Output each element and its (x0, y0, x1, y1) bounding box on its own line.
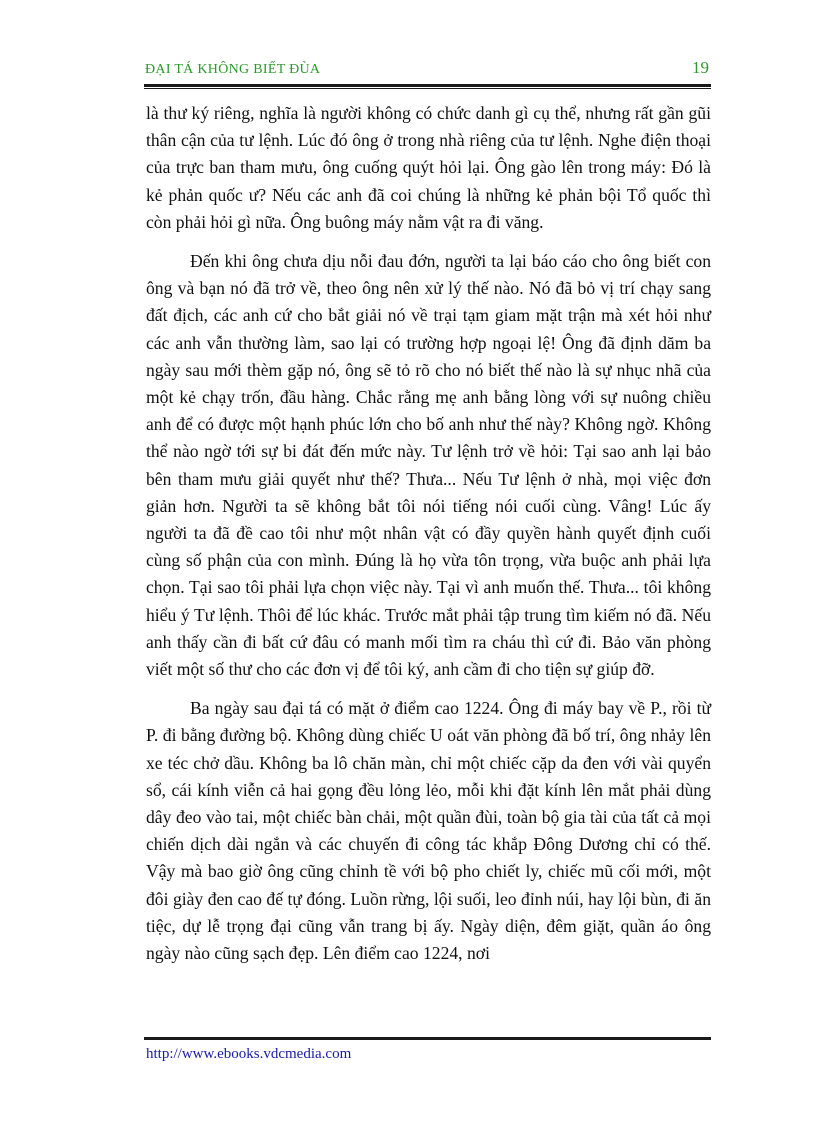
book-title: ĐẠI TÁ KHÔNG BIẾT ĐÙA (145, 62, 321, 77)
page-body (146, 100, 711, 967)
header-divider-thin (144, 88, 711, 89)
header-divider (144, 84, 711, 87)
footer-url-link[interactable]: http://www.ebooks.vdcmedia.com (146, 1046, 352, 1062)
paragraph: Đến khi ông chưa dịu nỗi đau đớn, người ta lại báo cáo cho ông biết con ông và bạn nó đã trở về, theo ông nên xử lý thế nào. Nó đã bỏ vị trí chạy sang đất địch, các anh cứ cho bắt giải nó về trại tạm giam mặt trận mà xét hỏi như các anh vẫn thường làm, sao lại có trường hợp ngoại lệ! Ông đã định dăm ba ngày sau mới thèm gặp nó, ông sẽ tỏ rõ cho nó biết thế nào là sự nhục nhã của một kẻ chạy trốn, đầu hàng. Chắc rằng mẹ anh bằng lòng với sự nuông chiều anh để có được một hạnh phúc lớn cho bố anh như thế này? Không ngờ. Không thể nào ngờ tới sự bi đát đến mức này. Tư lệnh trở về hỏi: Tại sao anh lại bảo bên tham mưu giải quyết như thế? Thưa... Nếu Tư lệnh ở nhà, mọi việc đơn giản hơn. Người ta sẽ không bắt tôi nói tiếng nói cuối cùng. Vâng! Lúc ấy người ta đã đề cao tôi như một nhân vật có đầy quyền hành quyết định cuối cùng số phận của con mình. Đúng là họ vừa tôn trọng, vừa buộc anh phải lựa chọn. Tại sao tôi phải lựa chọn việc này. Tại vì anh muốn thế. Thưa... tôi không hiểu ý Tư lệnh. Thôi để lúc khác. Trước mắt phải tập trung tìm kiếm nó đã. Nếu anh thấy cần đi bất cứ đâu có manh mối tìm ra cháu thì cứ đi. Bảo văn phòng viết một số thư cho các đơn vị để tôi ký, anh cầm đi cho tiện sự giúp đỡ. (146, 251, 711, 680)
footer-divider (144, 1037, 711, 1040)
page-number: 19 (692, 58, 709, 77)
page-header (144, 58, 711, 82)
paragraph: Ba ngày sau đại tá có mặt ở điểm cao 1224. Ông đi máy bay về P., rồi từ P. đi bằng đường bộ. Không dùng chiếc U oát văn phòng đã bố trí, ông nhảy lên xe téc chở dầu. Không ba lô chăn màn, chỉ một chiếc cặp da đen với vài quyển sổ, cái kính viễn cả hai gọng đều lỏng lẻo, mỗi khi đặt kính lên mắt phải dùng dây đeo vào tai, một chiếc bàn chải, một quần đùi, toàn bộ gia tài của tất cả mọi chiến dịch dài ngắn và các chuyến đi công tác khắp Đông Dương chỉ có thế. Vậy mà bao giờ ông cũng chỉnh tề với bộ pho chiết ly, chiếc mũ cối mới, một đôi giày đen cao đế tự đóng. Luồn rừng, lội suối, leo đỉnh núi, hay lội bùn, đi ăn tiệc, dự lễ trọng đại cũng vẫn trang bị ấy. Ngày diện, đêm giặt, quần áo ông ngày nào cũng sạch đẹp. Lên điểm cao 1224, nơi (146, 698, 711, 964)
paragraph: là thư ký riêng, nghĩa là người không có chức danh gì cụ thể, nhưng rất gần gũi thân cận của tư lệnh. Lúc đó ông ở trong nhà riêng của tư lệnh. Nghe điện thoại của trực ban tham mưu, ông cuống quýt hỏi lại. Ông gào lên trong máy: Đó là kẻ phản quốc ư? Nếu các anh đã coi chúng là những kẻ phản bội Tổ quốc thì còn phải hỏi gì nữa. Ông buông máy nằm vật ra đi văng. (146, 103, 711, 232)
